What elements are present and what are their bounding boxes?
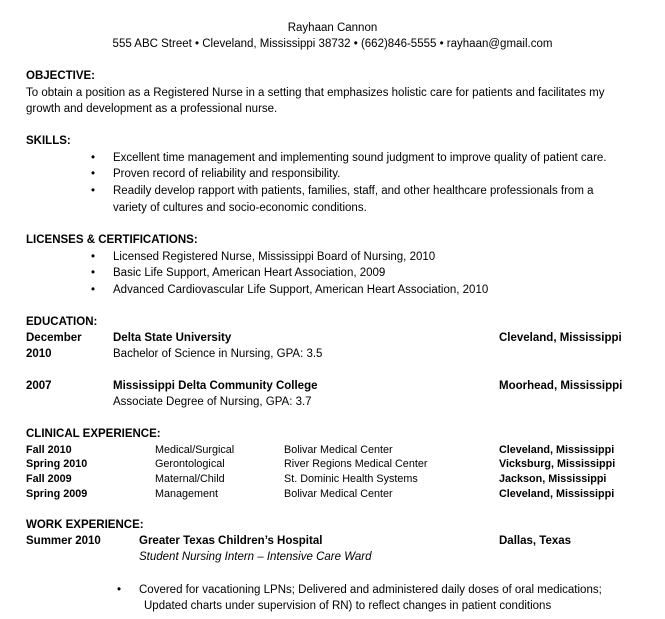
objective-line: growth and development as a professional nurse.	[26, 103, 278, 115]
education-location: Moorhead, Mississippi	[499, 380, 623, 392]
clinical-location: Jackson, Mississippi	[499, 473, 607, 485]
education-date: December	[26, 332, 82, 344]
education-date: 2007	[26, 380, 52, 392]
clinical-specialty: Gerontological	[155, 458, 225, 470]
clinical-term: Spring 2010	[26, 458, 88, 470]
clinical-term: Spring 2009	[26, 488, 88, 500]
work-duty-continuation: Updated charts under supervision of RN) to reflect changes in patient conditions	[144, 600, 552, 612]
clinical-term: Fall 2010	[26, 444, 72, 456]
skill-item: • Readily develop rapport with patients, families, staff, and other healthcare professionals from a	[113, 184, 594, 199]
objective-line: To obtain a position as a Registered Nurse in a setting that emphasizes holistic care for patients and facilitates my	[26, 87, 605, 99]
education-location: Cleveland, Mississippi	[499, 332, 622, 344]
contact-line: 555 ABC Street • Cleveland, Mississippi 38732 • (662)846-5555 • rayhaan@gmail.com	[112, 38, 553, 50]
work-location: Dallas, Texas	[499, 535, 572, 547]
clinical-specialty: Medical/Surgical	[155, 444, 235, 456]
clinical-facility: St. Dominic Health Systems	[284, 473, 418, 485]
candidate-name: Rayhaan Cannon	[287, 22, 378, 34]
license-item: • Basic Life Support, American Heart Association, 2009	[113, 266, 385, 281]
clinical-specialty: Maternal/Child	[155, 473, 225, 485]
education-school: Delta State University	[113, 332, 232, 344]
education-degree: Bachelor of Science in Nursing, GPA: 3.5	[113, 348, 323, 360]
work-date: Summer 2010	[26, 535, 101, 547]
clinical-facility: Bolivar Medical Center	[284, 444, 393, 456]
clinical-location: Cleveland, Mississippi	[499, 444, 615, 456]
licenses-heading: LICENSES & CERTIFICATIONS:	[26, 234, 198, 246]
objective-heading: OBJECTIVE:	[26, 70, 96, 82]
license-item: • Licensed Registered Nurse, Mississippi Board of Nursing, 2010	[113, 250, 435, 265]
education-heading: EDUCATION:	[26, 316, 98, 328]
skill-item: • Proven record of reliability and responsibility.	[113, 167, 340, 182]
skill-item-continuation: variety of cultures and socio-economic conditions.	[113, 202, 367, 214]
skill-item: • Excellent time management and implementing sound judgment to improve quality of patient care.	[113, 151, 607, 166]
education-school: Mississippi Delta Community College	[113, 380, 318, 392]
clinical-location: Cleveland, Mississippi	[499, 488, 615, 500]
clinical-heading: CLINICAL EXPERIENCE:	[26, 428, 161, 440]
education-degree: Associate Degree of Nursing, GPA: 3.7	[113, 396, 312, 408]
clinical-specialty: Management	[155, 488, 219, 500]
clinical-facility: Bolivar Medical Center	[284, 488, 393, 500]
work-title: Student Nursing Intern – Intensive Care Ward	[139, 551, 372, 563]
clinical-facility: River Regions Medical Center	[284, 458, 428, 470]
skills-heading: SKILLS:	[26, 135, 71, 147]
work-employer: Greater Texas Children’s Hospital	[139, 535, 323, 547]
education-date: 2010	[26, 348, 52, 360]
license-item: • Advanced Cardiovascular Life Support, American Heart Association, 2010	[113, 283, 488, 298]
work-heading: WORK EXPERIENCE:	[26, 519, 144, 531]
work-duty-item: • Covered for vacationing LPNs; Delivered and administered daily doses of oral medications;	[139, 583, 602, 598]
clinical-location: Vicksburg, Mississippi	[499, 458, 616, 470]
clinical-term: Fall 2009	[26, 473, 72, 485]
